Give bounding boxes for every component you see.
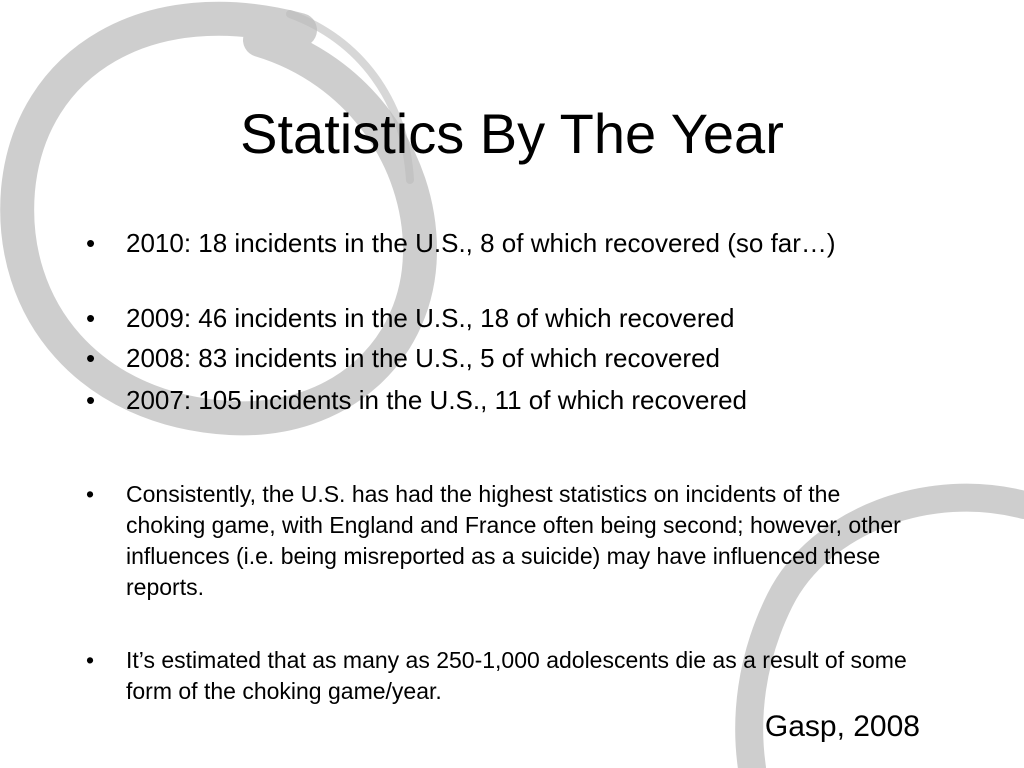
slide-title: Statistics By The Year bbox=[240, 102, 784, 165]
bullet-text: 2010: 18 incidents in the U.S., 8 of which recovered (so far…) bbox=[126, 228, 836, 258]
bullet-dot: • bbox=[86, 343, 96, 373]
bullet-dot: • bbox=[86, 385, 96, 415]
bullet-text: Consistently, the U.S. has had the highest statistics on incidents of the choking game, with England and France often being second; however, other influences (i.e. being misreported as a suicide) may have influenced these reports. bbox=[126, 481, 901, 600]
bullet-dot: • bbox=[86, 228, 96, 258]
bullet-dot: • bbox=[86, 481, 95, 507]
bullet-text: 2007: 105 incidents in the U.S., 11 of which recovered bbox=[126, 385, 748, 415]
bullet-text: It’s estimated that as many as 250-1,000 adolescents die as a result of some form of the choking game/year. bbox=[126, 647, 907, 704]
citation: Gasp, 2008 bbox=[764, 710, 920, 743]
bullet-dot: • bbox=[86, 303, 96, 333]
bullet-text: 2009: 46 incidents in the U.S., 18 of which recovered bbox=[126, 303, 735, 333]
bullet-text: 2008: 83 incidents in the U.S., 5 of which recovered bbox=[126, 343, 721, 373]
bullet-dot: • bbox=[86, 647, 95, 673]
